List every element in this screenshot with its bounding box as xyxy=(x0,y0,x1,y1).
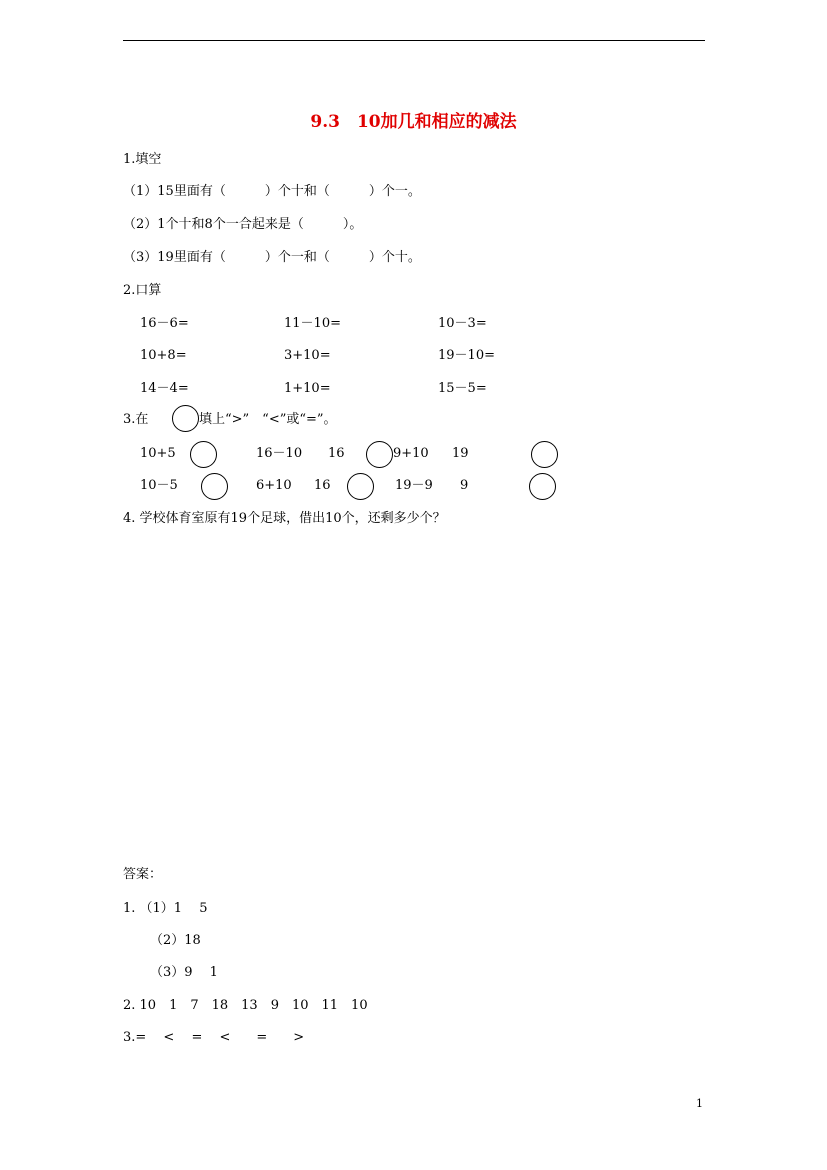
q3-r2-expr-2: 6+10 xyxy=(256,478,292,493)
compare-circle-r1-1[interactable] xyxy=(190,441,217,468)
answer-1-line-2: （2）18 xyxy=(150,933,201,948)
page-number: 1 xyxy=(696,1097,703,1110)
q3-r1-expr-5: 19 xyxy=(452,446,469,461)
q2-r2-c3: 19－10= xyxy=(438,348,495,363)
q2-r1-c2: 11－10= xyxy=(284,316,341,331)
q3-r2-expr-4: 19－9 xyxy=(395,478,433,493)
answers-heading: 答案： xyxy=(123,867,163,882)
q2-heading: 2.口算 xyxy=(123,283,162,298)
q3-example-circle xyxy=(172,405,199,432)
q3-r1-expr-2: 16－10 xyxy=(256,446,303,461)
q2-r2-c1: 10+8= xyxy=(140,348,187,363)
q2-r3-c3: 15－5= xyxy=(438,381,487,396)
header-rule xyxy=(123,40,705,41)
compare-circle-r1-3[interactable] xyxy=(531,441,558,468)
q3-heading-prefix: 3.在 xyxy=(123,412,149,427)
q3-heading-suffix: 填上“>” “<”或“=”。 xyxy=(199,412,337,427)
q1-heading: 1.填空 xyxy=(123,152,162,167)
q1-item-2: （2）1个十和8个一合起来是（ ）。 xyxy=(123,217,363,232)
compare-circle-r2-1[interactable] xyxy=(201,473,228,500)
answer-3: 3.= < = < = > xyxy=(123,1030,305,1045)
q3-r1-expr-3: 16 xyxy=(328,446,345,461)
q2-r3-c1: 14－4= xyxy=(140,381,189,396)
compare-circle-r2-3[interactable] xyxy=(529,473,556,500)
answer-1-line-3: （3）9 1 xyxy=(150,965,218,980)
answer-1-line-1: 1. （1）1 5 xyxy=(123,901,208,916)
q2-r2-c2: 3+10= xyxy=(284,348,331,363)
compare-circle-r1-2[interactable] xyxy=(366,441,393,468)
q3-r2-expr-5: 9 xyxy=(460,478,469,493)
compare-circle-r2-2[interactable] xyxy=(347,473,374,500)
q3-r1-expr-4: 9+10 xyxy=(393,446,429,461)
q1-item-1: （1）15里面有（ ）个十和（ ）个一。 xyxy=(123,184,421,199)
answer-2: 2. 10 1 7 18 13 9 10 11 10 xyxy=(123,998,368,1013)
q2-r1-c1: 16－6= xyxy=(140,316,189,331)
q3-r1-expr-1: 10+5 xyxy=(140,446,176,461)
q1-item-3: （3）19里面有（ ）个一和（ ）个十。 xyxy=(123,250,421,265)
q3-r2-expr-3: 16 xyxy=(314,478,331,493)
q4-text: 4. 学校体育室原有19个足球，借出10个，还剩多少个？ xyxy=(123,511,446,526)
q2-r1-c3: 10－3= xyxy=(438,316,487,331)
page-title: 9.3 10加几和相应的减法 xyxy=(310,112,517,132)
q3-r2-expr-1: 10－5 xyxy=(140,478,178,493)
q2-r3-c2: 1+10= xyxy=(284,381,331,396)
